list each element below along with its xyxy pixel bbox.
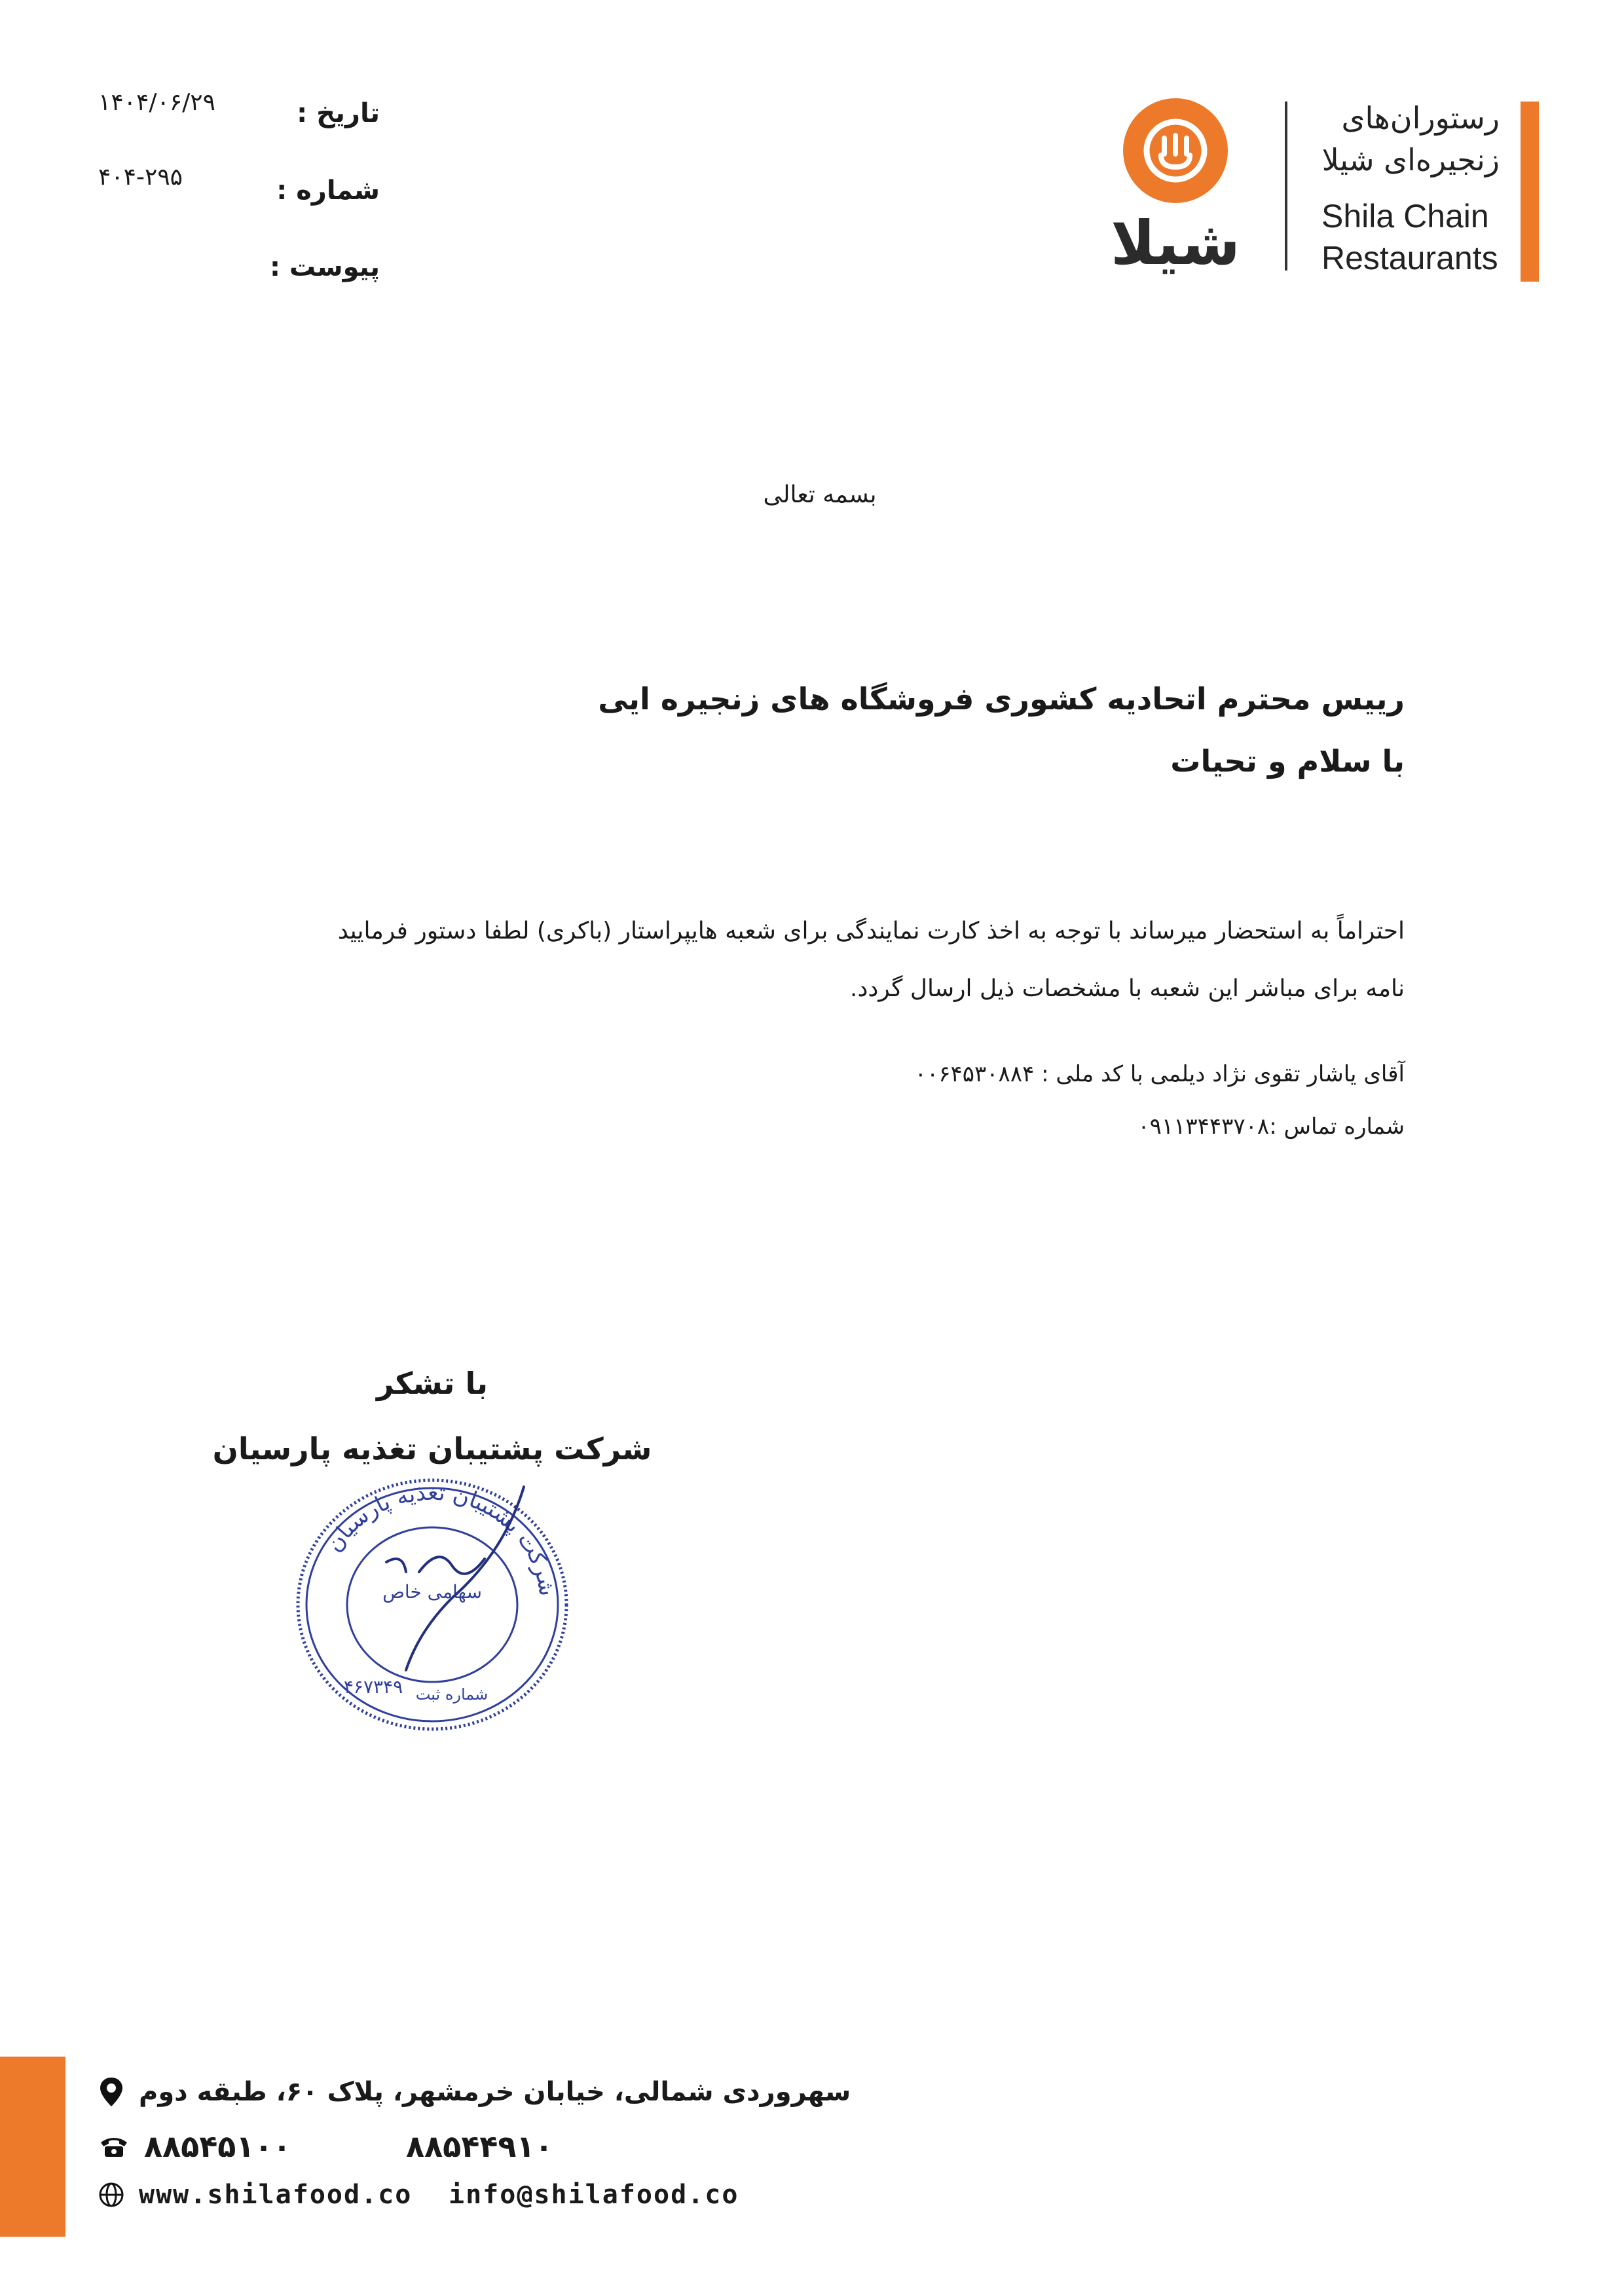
footer-phone-2[interactable]: ۸۸۵۴۴۹۱۰ xyxy=(406,2129,553,2164)
footer-website-link[interactable]: www.shilafood.co xyxy=(139,2180,413,2210)
logo-mark-icon xyxy=(1139,115,1211,187)
logo-brand-word: شیلا xyxy=(1111,208,1240,278)
date-value: ۱۴۰۴/۰۶/۲۹ xyxy=(98,89,215,116)
contact-number: شماره تماس :۰۹۱۱۳۴۴۳۷۰۸ xyxy=(1137,1113,1405,1140)
stamp-ring-text: شرکت پشتیبان تغذیه پارسیان xyxy=(320,1479,561,1598)
footer-phone-row-2 xyxy=(406,2129,553,2164)
number-value: ۴۰۴-۲۹۵ xyxy=(98,164,183,191)
greeting: با سلام و تحیات xyxy=(1170,743,1405,779)
stamp-center-text: سهامی خاص xyxy=(382,1581,482,1603)
attachment-label: پیوست : xyxy=(269,252,380,282)
person-details: آقای یاشار تقوی نژاد دیلمی با کد ملی : ۰۰۶۴۵۳۰۸۸۴ xyxy=(914,1061,1405,1087)
logo-circle xyxy=(1123,98,1228,203)
paragraph-line-1: احتراماً به استحضار میرساند با توجه به اخذ کارت نمایندگی برای شعبه هایپراستار (باکری) لطفا دستور فرمایید xyxy=(337,918,1405,944)
signature-stroke xyxy=(419,1557,485,1574)
number-label: شماره : xyxy=(276,176,380,206)
footer-email-row xyxy=(449,2180,739,2210)
footer-email-link[interactable]: info@shilafood.co xyxy=(449,2180,739,2210)
footer-address-row xyxy=(98,2076,851,2108)
company-stamp xyxy=(288,1474,576,1736)
logo-emblem-icon xyxy=(1123,98,1228,203)
date-label: تاریخ : xyxy=(297,98,380,128)
logo-name-fa-line1: رستوران‌های xyxy=(1341,100,1500,136)
stamp-reg-number: ۴۶۷۳۴۹ xyxy=(343,1676,403,1698)
signature-stroke xyxy=(386,1559,406,1572)
footer-phone-row xyxy=(98,2129,291,2164)
location-pin-icon xyxy=(98,2076,124,2108)
footer-web-row xyxy=(98,2180,412,2210)
footer-accent-bar xyxy=(0,2057,65,2237)
logo-name-en-line2: Restaurants xyxy=(1321,240,1498,276)
stamp-reg-label: شماره ثبت xyxy=(415,1685,489,1704)
paragraph-line-2: نامه برای مباشر این شعبه با مشخصات ذیل ارسال گردد. xyxy=(849,975,1405,1002)
logo-name-fa-line2: زنجیره‌ای شیلا xyxy=(1321,142,1500,177)
logo-accent-bar xyxy=(1521,102,1539,282)
thanks-text: با تشکر xyxy=(376,1366,488,1401)
recipient-heading: رییس محترم اتحادیه کشوری فروشگاه های زنجیره ایی xyxy=(598,681,1405,717)
footer-address: سهروردی شمالی، خیابان خرمشهر، پلاک ۶۰، طبقه دوم xyxy=(139,2077,851,2107)
company-name: شرکت پشتیبان تغذیه پارسیان xyxy=(212,1431,652,1466)
phone-icon xyxy=(98,2133,130,2159)
logo-name-en-line1: Shila Chain xyxy=(1321,198,1489,234)
invocation: بسمه تعالی xyxy=(763,481,877,508)
globe-icon xyxy=(98,2182,124,2208)
footer-phone-1[interactable]: ۸۸۵۴۵۱۰۰ xyxy=(144,2129,291,2164)
